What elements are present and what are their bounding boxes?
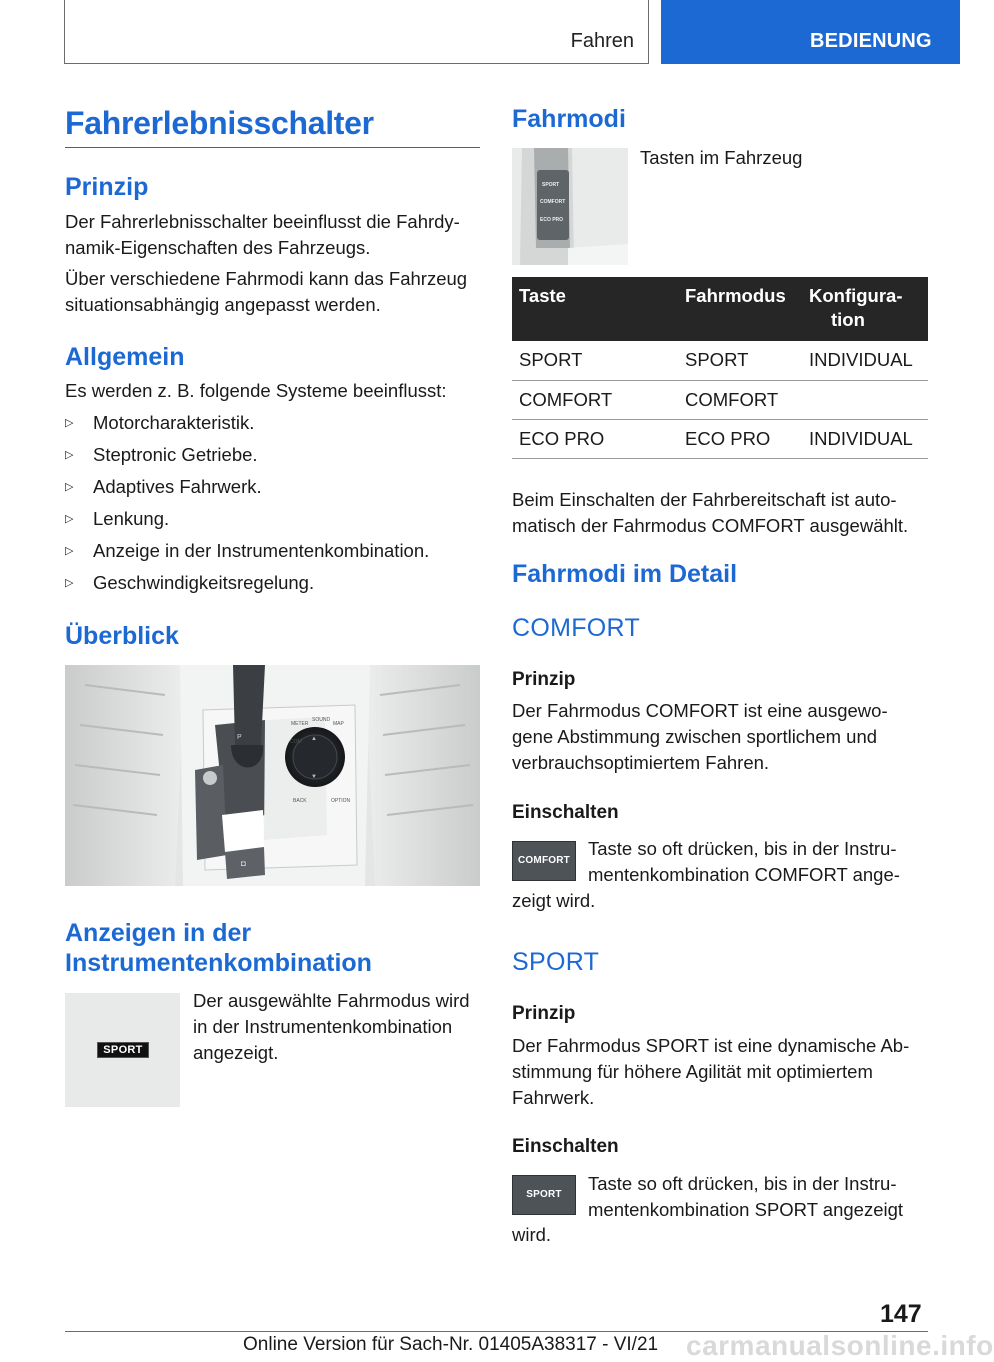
console-label: COM (290, 739, 302, 745)
header-chapter: BEDIENUNG (810, 30, 932, 52)
triangle-bullet-icon: ▷ (65, 545, 74, 557)
list-item: ▷ Motorcharakteristik. (65, 407, 480, 439)
anzeigen-text-3: angezeigt. (193, 1042, 279, 1063)
anzeigen-text-2: in der Instrumentenkombination (193, 1016, 453, 1037)
page-title: Fahrerlebnisschalter (65, 105, 374, 141)
svg-text:P: P (237, 734, 242, 741)
heading-ueberblick: Überblick (65, 622, 179, 650)
comfort-button-image: COMFORT (512, 841, 576, 881)
table-header-row (512, 277, 928, 341)
list-item: ▷ Steptronic Getriebe. (65, 439, 480, 471)
fahrmodi-caption: Tasten im Fahrzeug (640, 147, 803, 168)
sport-button-image: SPORT (512, 1175, 576, 1215)
sport-einschalten-3: wird. (512, 1224, 552, 1245)
comfort-einschalten-2: mentenkombination COMFORT ange- (588, 864, 900, 885)
footer-text: Online Version für Sach-Nr. 01405A38317 - VI/21 (243, 1334, 659, 1355)
header-chapter-tab (661, 0, 960, 64)
heading-allgemein: Allgemein (65, 343, 185, 371)
note-text-2: matisch der Fahrmodus COMFORT ausgewählt. (512, 515, 909, 536)
anzeigen-text-1: Der ausgewählte Fahrmodus wird (193, 990, 470, 1011)
console-label: BACK (293, 798, 307, 804)
heading-comfort: COMFORT (512, 614, 641, 642)
col-header-fahrmodus: Fahrmodus (678, 277, 802, 341)
cluster-display-image (65, 993, 180, 1107)
header-section-box (64, 0, 649, 64)
triangle-bullet-icon: ▷ (65, 449, 74, 461)
watermark: carmanualsonline.info (686, 1330, 994, 1361)
sport-einschalten-1: Taste so oft drücken, bis in der Instru- (588, 1173, 897, 1194)
note-text-1: Beim Einschalten der Fahrbereitschaft ist auto- (512, 489, 897, 510)
triangle-bullet-icon: ▷ (65, 417, 74, 429)
triangle-bullet-icon: ▷ (65, 577, 74, 589)
prinzip-text-2b: situationsabhängig angepasst werden. (65, 294, 381, 315)
list-item: ▷ Adaptives Fahrwerk. (65, 471, 480, 503)
heading-fahrmodi: Fahrmodi (512, 105, 626, 133)
prinzip-text-1b: namik-Eigenschaften des Fahrzeugs. (65, 237, 371, 258)
triangle-bullet-icon: ▷ (65, 513, 74, 525)
col-header-konfiguration: Konfigura- tion (802, 277, 928, 341)
sport-einschalten-heading: Einschalten (512, 1136, 619, 1157)
title-divider (65, 147, 480, 148)
modes-table (512, 277, 928, 459)
prinzip-text-1a: Der Fahrerlebnisschalter beeinflusst die Fahrdy- (65, 211, 460, 232)
heading-fahrmodi-detail: Fahrmodi im Detail (512, 560, 738, 588)
col-header-taste: Taste (512, 277, 678, 341)
table-row: ECO PRO ECO PRO INDIVIDUAL (512, 419, 928, 458)
table-row: COMFORT COMFORT (512, 380, 928, 419)
table-row: SPORT SPORT INDIVIDUAL (512, 341, 928, 380)
sport-text-3: Fahrwerk. (512, 1087, 595, 1108)
button-label-sport: SPORT (542, 182, 560, 188)
prinzip-text-2a: Über verschiedene Fahrmodi kann das Fahrzeug (65, 268, 468, 289)
button-label-ecopro: ECO PRO (540, 217, 564, 223)
svg-text:◘: ◘ (241, 859, 246, 868)
heading-sport: SPORT (512, 948, 600, 976)
heading-prinzip: Prinzip (65, 173, 149, 201)
allgemein-intro: Es werden z. B. folgende Systeme beeinflusst: (65, 380, 447, 401)
console-label: METER (291, 721, 309, 727)
header-section: Fahren (570, 30, 634, 52)
button-label-comfort: COMFORT (540, 199, 566, 205)
console-label: OPTION (331, 798, 351, 804)
center-console-image (65, 665, 480, 886)
sport-text-2: stimmung für höhere Agilität mit optimiertem (512, 1061, 873, 1082)
console-label: MAP (333, 721, 344, 727)
svg-text:▼: ▼ (311, 774, 317, 780)
comfort-einschalten-3: zeigt wird. (512, 890, 596, 911)
list-item: ▷ Anzeige in der Instrumentenkombination. (65, 535, 480, 567)
comfort-prinzip-heading: Prinzip (512, 669, 576, 690)
comfort-einschalten-1: Taste so oft drücken, bis in der Instru- (588, 838, 897, 859)
triangle-bullet-icon: ▷ (65, 481, 74, 493)
list-item: ▷ Geschwindigkeitsregelung. (65, 567, 480, 599)
sport-einschalten-2: mentenkombination SPORT angezeigt (588, 1199, 904, 1220)
svg-text:▲: ▲ (311, 736, 317, 742)
page-number: 147 (880, 1300, 922, 1328)
comfort-text-1: Der Fahrmodus COMFORT ist eine ausgewo- (512, 700, 888, 721)
sport-prinzip-heading: Prinzip (512, 1003, 576, 1024)
comfort-text-2: gene Abstimmung zwischen sportlichem und (512, 726, 878, 747)
systems-list (65, 407, 480, 599)
comfort-text-3: verbrauchsoptimiertem Fahren. (512, 752, 770, 773)
heading-anzeigen: Anzeigen in der Instrumentenkombination (65, 919, 372, 977)
mode-buttons-image (512, 148, 628, 265)
center-console-illustration (65, 665, 480, 886)
console-label: SOUND (312, 717, 331, 723)
list-item: ▷ Lenkung. (65, 503, 480, 535)
sport-text-1: Der Fahrmodus SPORT ist eine dynamische Ab- (512, 1035, 910, 1056)
mode-buttons-illustration (512, 148, 628, 265)
sport-badge: SPORT (97, 1042, 149, 1058)
comfort-einschalten-heading: Einschalten (512, 802, 619, 823)
